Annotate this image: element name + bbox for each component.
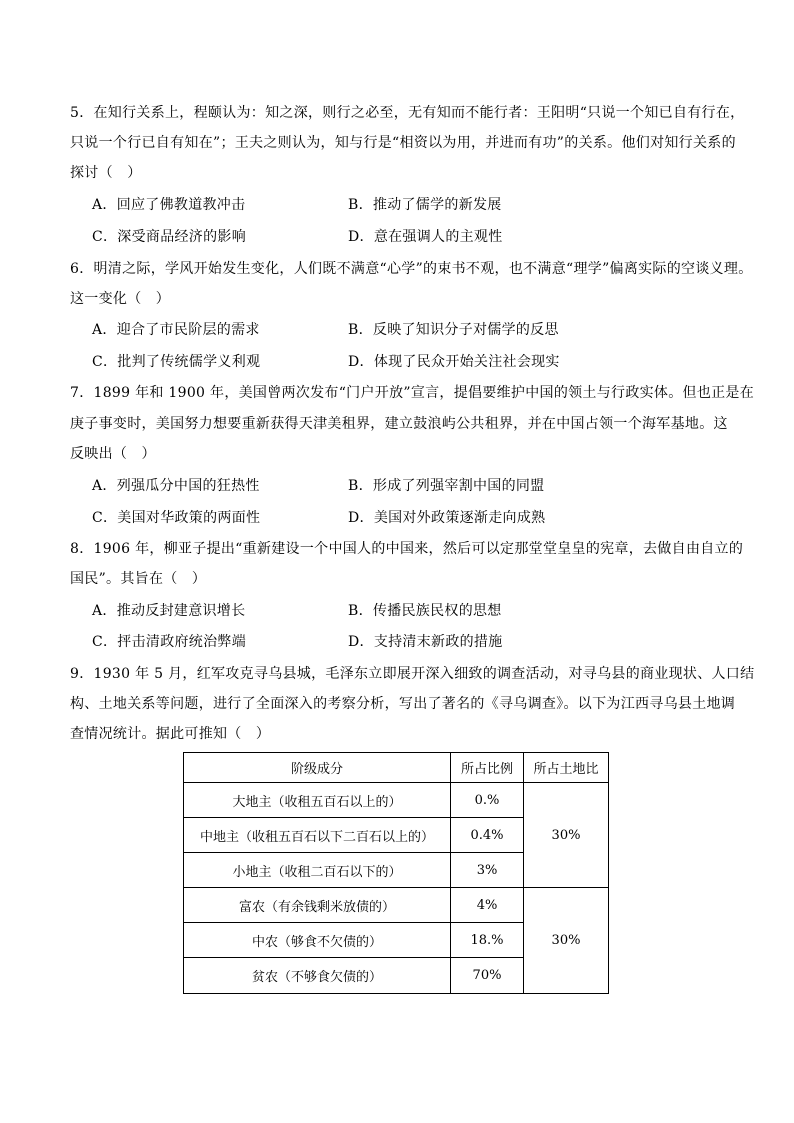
q7-line-1: 7．1899 年和 1900 年，美国曾两次发布“门户开放”宣言，提倡要维护中国的领土与行政实体。但也正是在 [70,385,755,401]
q7-option-b: B．形成了列强宰割中国的同盟 [348,478,545,494]
cell-class: 贫农（不够食欠债的） [184,958,451,994]
q5-line-2: 只说一个行已自有知在”；王夫之则认为，知与行是“相资以为用，并进而有功”的关系。他们对知行关系的 [70,135,736,151]
q6-option-c: C．批判了传统儒学义利观 [92,354,261,370]
table-header-row [184,753,609,783]
cell-ratio: 4% [451,888,524,923]
q7-line-3: 反映出（ ） [70,446,156,462]
q5-option-a: A．回应了佛教道教冲击 [92,197,246,213]
q5-line-1: 5．在知行关系上，程颐认为：知之深，则行之必至，无有知而不能行者：王阳明“只说一个知已自有行在， [70,105,745,121]
q8-option-a: A．推动反封建意识增长 [92,603,246,619]
q7-option-c: C．美国对华政策的两面性 [92,510,261,526]
q6-line-2: 这一变化（ ） [70,291,171,307]
table-row [184,783,609,818]
cell-ratio: 18.% [451,923,524,958]
q5-option-d: D．意在强调人的主观性 [348,229,503,245]
land-survey-table [183,752,609,994]
q8-line-1: 8．1906 年，柳亚子提出“重新建设一个中国人的中国来，然后可以定那堂堂皇皇的宪章，去做自由自立的 [70,541,744,557]
cell-class: 中农（够食不欠债的） [184,923,451,958]
header-land-share: 所占土地比 [524,753,609,783]
q9-line-3: 查情况统计。据此可推知（ ） [70,726,271,742]
cell-class: 富农（有余钱剩米放债的） [184,888,451,923]
table-row [184,888,609,923]
q9-line-2: 构、土地关系等问题，进行了全面深入的考察分析，写出了著名的《寻乌调查》。以下为江西寻乌县土地调 [70,696,736,712]
q5-line-3: 探讨（ ） [70,165,142,181]
cell-ratio: 0.4% [451,818,524,853]
q7-option-a: A．列强瓜分中国的狂热性 [92,478,260,494]
q6-option-b: B．反映了知识分子对儒学的反思 [348,322,559,338]
cell-ratio: 3% [451,853,524,888]
cell-land-share-peasants: 30% [524,888,609,994]
q6-line-1: 6．明清之际，学风开始发生变化，人们既不满意“心学”的束书不观，也不满意“理学”偏离实际的空谈义理。 [70,261,753,277]
q8-line-2: 国民”。其旨在（ ） [70,571,207,587]
cell-class: 小地主（收租二百石以下的） [184,853,451,888]
q9-line-1: 9．1930 年 5 月，红军攻克寻乌县城，毛泽东立即展开深入细致的调查活动，对寻乌县的商业现状、人口结 [70,666,755,682]
cell-class: 大地主（收租五百石以上的） [184,783,451,818]
header-ratio: 所占比例 [451,753,524,783]
q8-option-c: C．抨击清政府统治弊端 [92,634,247,650]
q5-option-b: B．推动了儒学的新发展 [348,197,502,213]
q8-option-d: D．支持清末新政的措施 [348,634,503,650]
cell-class: 中地主（收租五百石以下二百石以上的） [184,818,451,853]
q7-line-2: 庚子事变时，美国努力想要重新获得天津美租界，建立鼓浪屿公共租界，并在中国占领一个海军基地。这 [70,416,728,432]
cell-ratio: 0.% [451,783,524,818]
q8-option-b: B．传播民族民权的思想 [348,603,502,619]
header-class: 阶级成分 [184,753,451,783]
q7-option-d: D．美国对外政策逐渐走向成熟 [348,510,546,526]
q5-option-c: C．深受商品经济的影响 [92,229,247,245]
cell-land-share-landlords: 30% [524,783,609,888]
q6-option-a: A．迎合了市民阶层的需求 [92,322,260,338]
q6-option-d: D．体现了民众开始关注社会现实 [348,354,560,370]
cell-ratio: 70% [451,958,524,994]
